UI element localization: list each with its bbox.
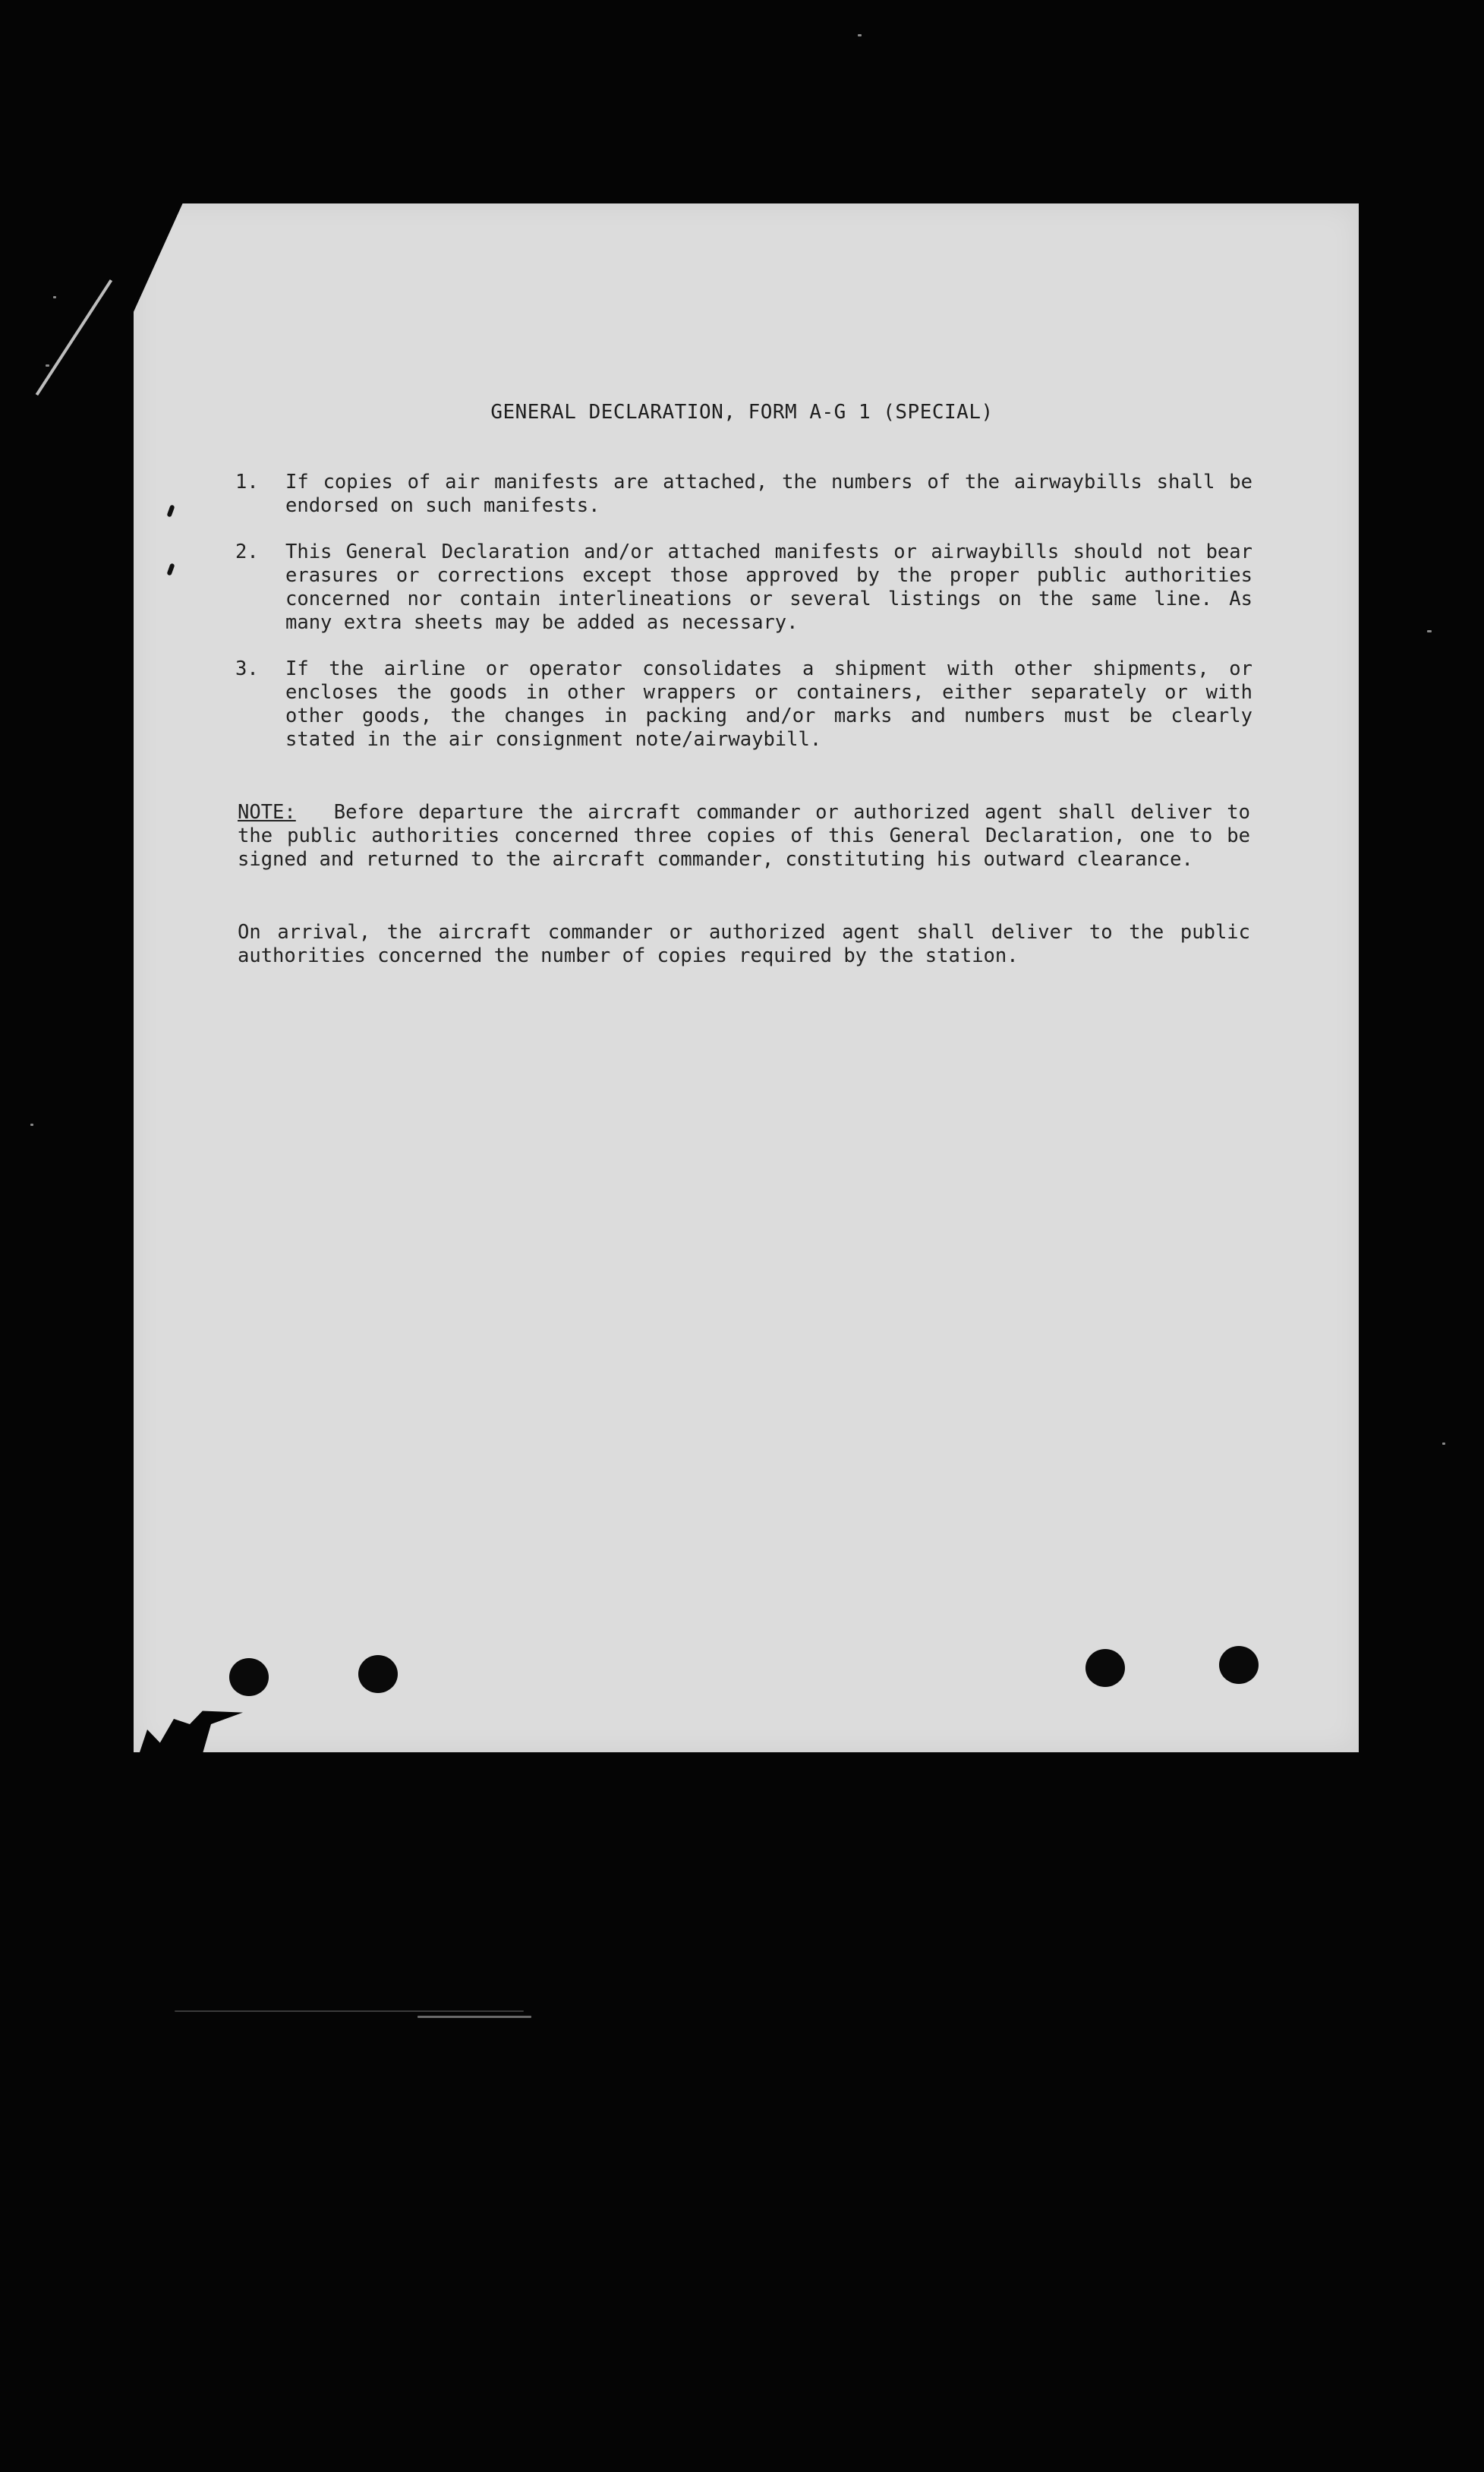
dust-speck: [858, 34, 862, 36]
item-text: If copies of air manifests are attached, the numbers of the airwaybills shall be endorsed on such manifests.: [285, 471, 1252, 517]
item-text: This General Declaration and/or attached manifests or airwaybills should not bear erasures or corrections except those approved by the proper public authorities concerned nor contain interlineations or several listings on the same line. As many extra sheets may be added as necessary.: [285, 541, 1252, 634]
list-item: [235, 657, 1252, 752]
instruction-list: [235, 471, 1252, 774]
punch-hole: [1085, 1649, 1125, 1687]
dust-speck: [30, 1124, 33, 1126]
list-item: [235, 541, 1252, 635]
item-number: 1.: [235, 471, 259, 493]
dust-speck: [175, 2010, 524, 2012]
dust-speck: [1427, 630, 1432, 632]
dust-speck: [46, 364, 49, 367]
arrival-paragraph: On arrival, the aircraft commander or authorized agent shall deliver to the public authorities concerned the number of copies required by the station.: [238, 921, 1250, 967]
dust-speck: [53, 296, 56, 298]
dust-speck: [1442, 1443, 1445, 1445]
punch-hole: [358, 1655, 398, 1693]
item-number: 3.: [235, 657, 259, 680]
list-item: [235, 471, 1252, 518]
item-text: If the airline or operator consolidates a shipment with other shipments, or encloses the goods in other wrappers or containers, either separately or with other goods, the changes in packing and/or marks and numbers must be clearly stated in the air consignment note/airwaybill.: [285, 657, 1252, 751]
note-paragraph: [238, 801, 1250, 872]
note-label: NOTE:: [238, 801, 296, 824]
punch-hole: [229, 1658, 269, 1696]
document-title: GENERAL DECLARATION, FORM A-G 1 (SPECIAL): [490, 401, 994, 424]
dust-speck: [417, 2016, 531, 2018]
punch-hole: [1219, 1646, 1259, 1684]
item-number: 2.: [235, 541, 259, 563]
note-text: Before departure the aircraft commander or authorized agent shall deliver to the public authorities concerned three copies of this General Declaration, one to be signed and returned to the aircraft commander, constituting his outward clearance.: [238, 801, 1250, 871]
document-page: [134, 203, 1359, 1752]
